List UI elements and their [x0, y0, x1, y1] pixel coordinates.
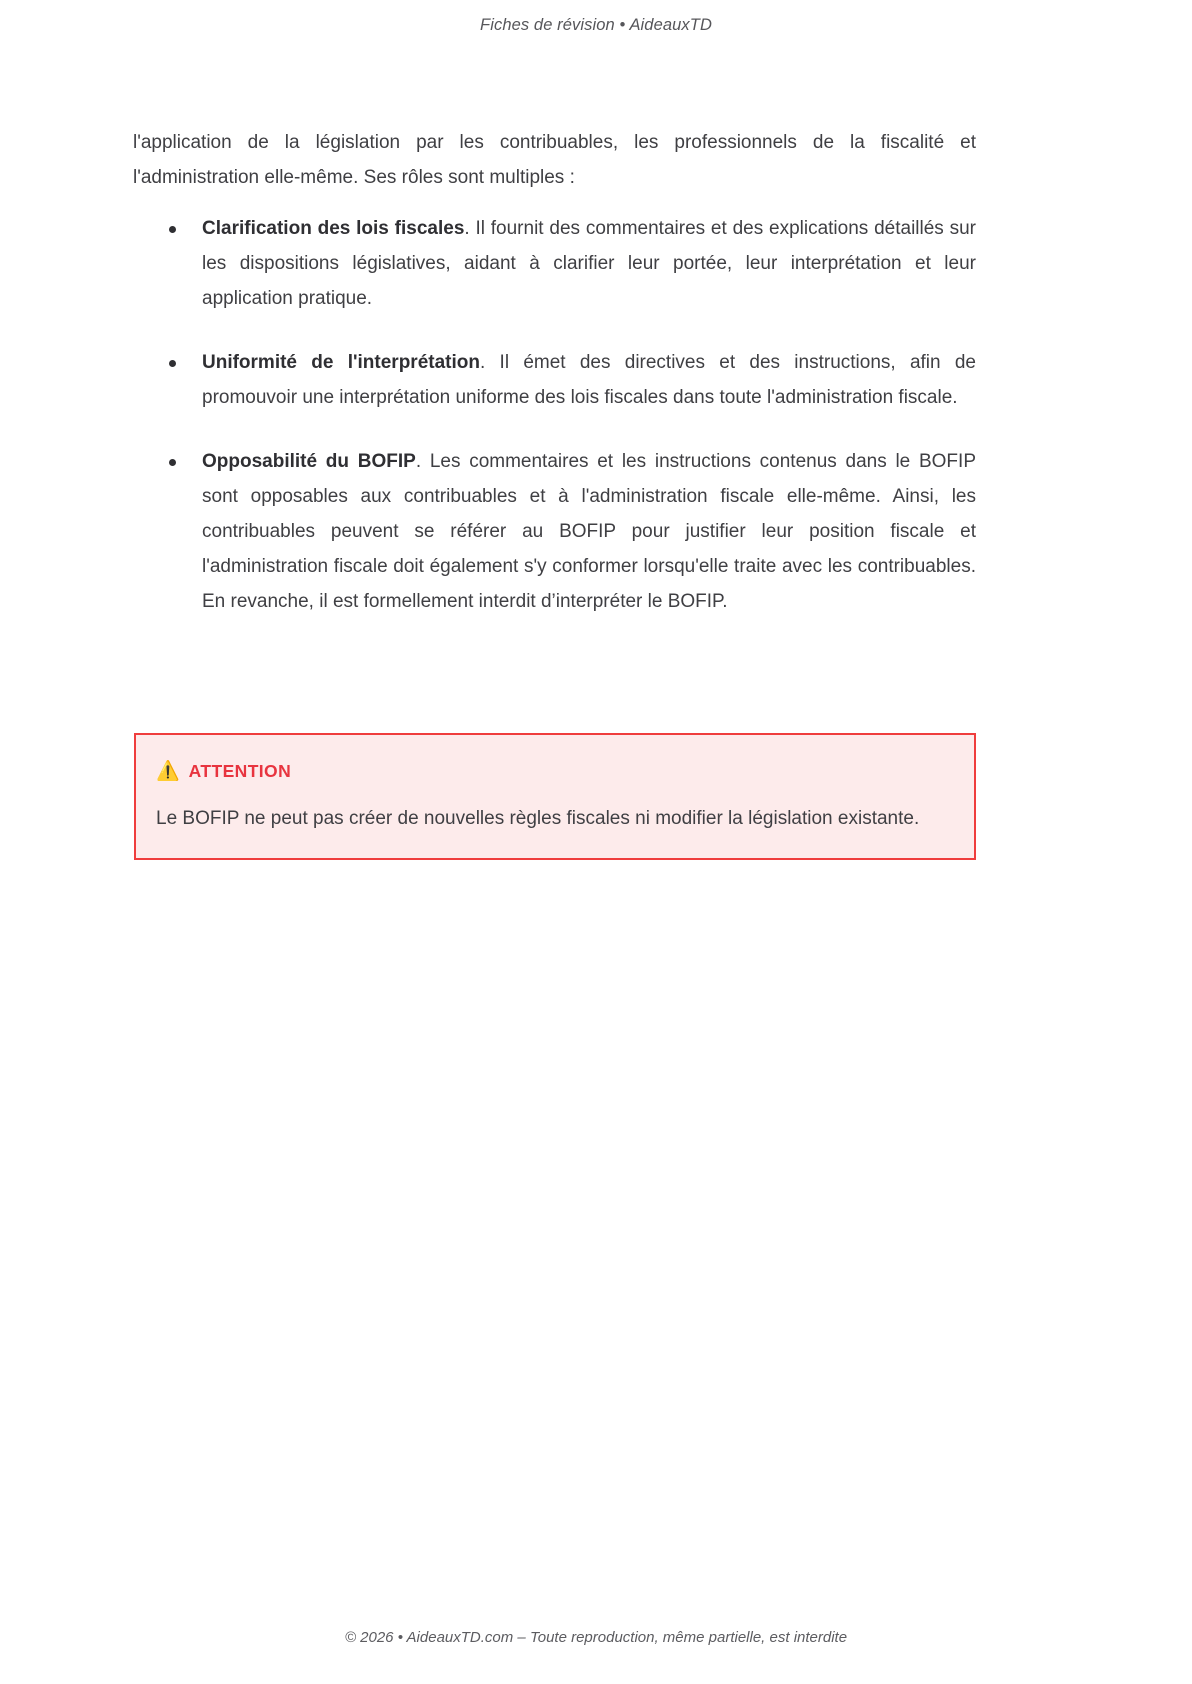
- list-item-text: . Les commentaires et les instructions contenus dans le BOFIP sont opposables aux contribuables et à l'administration fiscale elle-même. Ainsi, les contribuables peuvent se référer au BOFIP pour justifier leur position fiscale et l'administration fiscale doit également s'y conformer lorsqu'elle traite avec les contribuables. En revanche, il est formellement interdit d’interpréter le BOFIP.: [202, 451, 976, 612]
- attention-callout-title: ATTENTION: [188, 761, 292, 781]
- document-content: [133, 125, 976, 619]
- list-item-lead: Clarification des lois fiscales: [202, 218, 465, 239]
- bullet-dot-icon: [169, 459, 176, 466]
- list-item-lead: Uniformité de l'interprétation: [202, 352, 480, 373]
- list-item-lead: Opposabilité du BOFIP: [202, 451, 416, 472]
- running-footer: © 2026 • AideauxTD.com – Toute reproduction, même partielle, est interdite: [344, 1629, 848, 1646]
- running-header: Fiches de révision • AideauxTD: [480, 16, 712, 34]
- attention-callout: [134, 733, 976, 860]
- list-item-text: . Il émet des directives et des instructions, afin de promouvoir une interprétation uniforme des lois fiscales dans toute l'administration fiscale.: [202, 352, 977, 408]
- bullet-dot-icon: [169, 226, 176, 233]
- list-item: [133, 211, 976, 316]
- bullet-dot-icon: [169, 360, 176, 367]
- warning-triangle-icon: ⚠️: [156, 761, 180, 782]
- list-item: [133, 444, 976, 619]
- attention-callout-body: Le BOFIP ne peut pas créer de nouvelles règles fiscales ni modifier la législation existante.: [156, 808, 920, 829]
- roles-bullet-list: [133, 211, 976, 619]
- attention-callout-header: [156, 761, 954, 782]
- list-item-text: . Il fournit des commentaires et des explications détaillés sur les dispositions législatives, aidant à clarifier leur portée, leur interprétation et leur application pratique.: [202, 218, 976, 309]
- list-item: [133, 345, 976, 415]
- intro-paragraph: l'application de la législation par les contribuables, les professionnels de la fiscalité et l'administration elle-même. Ses rôles sont multiples :: [133, 132, 976, 188]
